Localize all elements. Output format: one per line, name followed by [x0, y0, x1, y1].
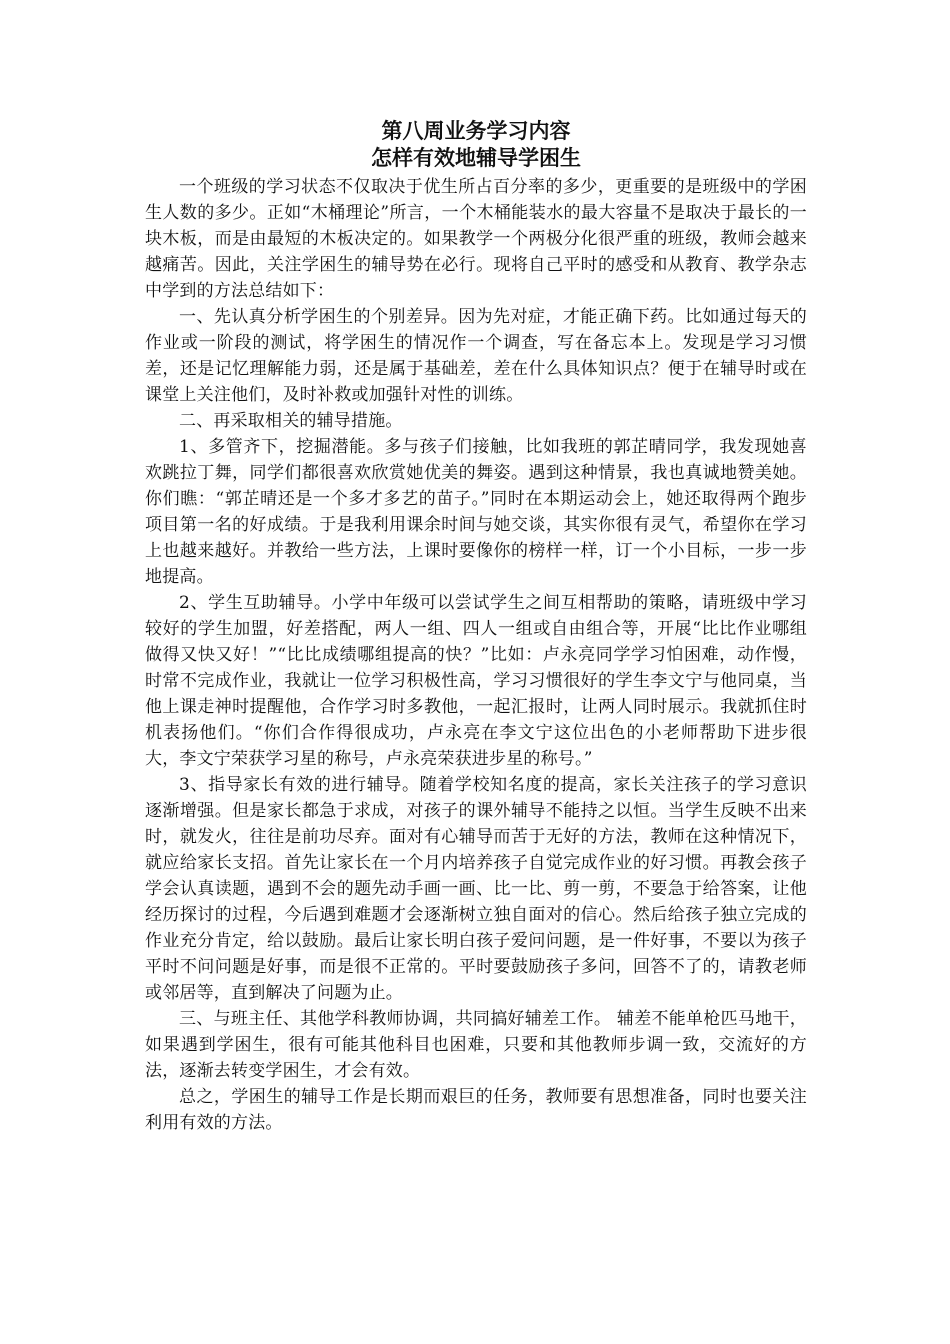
paragraph-measure-2: 2、学生互助辅导。小学中年级可以尝试学生之间互相帮助的策略，请班级中学习较好的学生加盟，好差搭配，两人一组、四人一组或自由组合等，开展“比比作业哪组做得又快又好！”“比比成绩哪组提高的快？”比如：卢永亮同学学习怕困难，动作慢，时常不完成作业，我就让一位学习积极性高，学习习惯很好的学生李文宁与他同桌，当他上课走神时提醒他，合作学习时多教他，一起汇报时，让两人同时展示。我就抓住时机表扬他们。“你们合作得很成功，卢永亮在李文宁这位出色的小老师帮助下进步很大，李文宁荣获学习星的称号，卢永亮荣获进步星的称号。” [145, 593, 807, 769]
paragraph-measure-3: 3、指导家长有效的进行辅导。随着学校知名度的提高，家长关注孩子的学习意识逐渐增强。但是家长都急于求成，对孩子的课外辅导不能持之以恒。当学生反映不出来时，就发火，往往是前功尽弃。面对有心辅导而苦于无好的方法，教师在这种情况下，就应给家长支招。首先让家长在一个月内培养孩子自觉完成作业的好习惯。再教会孩子学会认真读题，遇到不会的题先动手画一画、比一比、剪一剪，不要急于给答案，让他经历探讨的过程，今后遇到难题才会逐渐树立独自面对的信心。然后给孩子独立完成的作业充分肯定，给以鼓励。最后让家长明白孩子爱问问题，是一件好事，不要以为孩子平时不问问题是好事，而是很不正常的。平时要鼓励孩子多问，回答不了的，请教老师或邻居等，直到解决了问题为止。 [145, 775, 807, 1003]
paragraph-measure-1: 1、多管齐下，挖掘潜能。多与孩子们接触，比如我班的郭芷晴同学，我发现她喜欢跳拉丁舞，同学们都很喜欢欣赏她优美的舞姿。遇到这种情景，我也真诚地赞美她。你们瞧：“郭芷晴还是一个多才多艺的苗子。”同时在本期运动会上，她还取得两个跑步项目第一名的好成绩。于是我利用课余时间与她交谈，其实你很有灵气，希望你在学习上也越来越好。并教给一些方法，上课时要像你的榜样一样，订一个小目标，一步一步地提高。 [145, 437, 807, 587]
paragraph-analyze-differences: 一、先认真分析学困生的个别差异。因为先对症，才能正确下药。比如通过每天的作业或一阶段的测试，将学困生的情况作一个调查，写在备忘本上。发现是学习习惯差，还是记忆理解能力弱，还是属于基础差，差在什么具体知识点？便于在辅导时或在课堂上关注他们，及时补救或加强针对性的训练。 [145, 307, 807, 405]
paragraph-conclusion: 总之，学困生的辅导工作是长期而艰巨的任务，教师要有思想准备，同时也要关注利用有效的方法。 [145, 1087, 807, 1133]
document-body [145, 174, 807, 1136]
paragraph-measures-heading: 二、再采取相关的辅导措施。 [179, 411, 403, 431]
document-title: 第八周业务学习内容 [381, 119, 571, 143]
document-page [145, 118, 807, 1136]
paragraph-coordination: 三、与班主任、其他学科教师协调，共同搞好辅差工作。 辅差不能单枪匹马地干，如果遇到学困生，很有可能其他科目也困难，只要和其他教师步调一致，交流好的方法，逐渐去转变学困生，才会有效。 [145, 1009, 807, 1081]
paragraph-intro: 一个班级的学习状态不仅取决于优生所占百分率的多少，更重要的是班级中的学困生人数的多少。正如“木桶理论”所言，一个木桶能装水的最大容量不是取决于最长的一块木板，而是由最短的木板决定的。如果教学一个两极分化很严重的班级，教师会越来越痛苦。因此，关注学困生的辅导势在必行。现将自己平时的感受和从教育、教学杂志中学到的方法总结如下： [145, 177, 807, 301]
document-subtitle: 怎样有效地辅导学困生 [371, 146, 581, 170]
